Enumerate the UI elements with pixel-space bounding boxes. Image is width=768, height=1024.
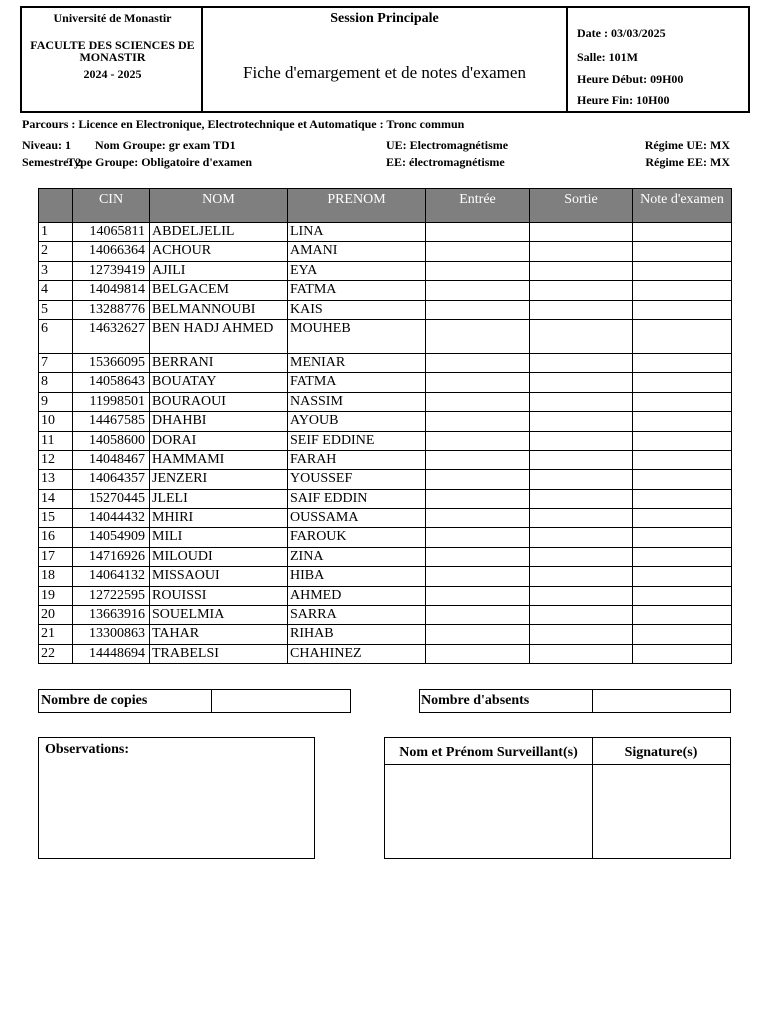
observations-label: Observations: — [45, 742, 129, 757]
regime-ue-info: Régime UE: MX — [644, 138, 730, 152]
nom-cell: MILI — [150, 528, 288, 547]
cin-cell: 11998501 — [73, 392, 150, 411]
prenom-cell: SEIF EDDINE — [288, 431, 426, 450]
sortie-cell[interactable] — [530, 489, 633, 508]
nom-cell: BEN HADJ AHMED — [150, 319, 288, 353]
row-index: 15 — [39, 509, 73, 528]
faculty-line2: MONASTIR — [79, 50, 146, 64]
entree-cell[interactable] — [426, 353, 530, 372]
cin-cell: 12739419 — [73, 261, 150, 280]
exam-room: Salle: 101M — [577, 50, 638, 64]
cin-cell: 13288776 — [73, 300, 150, 319]
cin-cell: 14058643 — [73, 373, 150, 392]
exam-start-time: Heure Début: 09H00 — [577, 72, 684, 86]
cin-cell: 14632627 — [73, 319, 150, 353]
note-cell[interactable] — [633, 392, 732, 411]
row-index: 10 — [39, 412, 73, 431]
row-index: 16 — [39, 528, 73, 547]
cin-cell: 14049814 — [73, 281, 150, 300]
prenom-cell: FAROUK — [288, 528, 426, 547]
sortie-cell[interactable] — [530, 353, 633, 372]
entree-cell[interactable] — [426, 586, 530, 605]
prenom-cell: CHAHINEZ — [288, 644, 426, 663]
attendance-table — [38, 188, 732, 664]
prenom-cell: SARRA — [288, 606, 426, 625]
prenom-cell: MENIAR — [288, 353, 426, 372]
copies-count-box — [38, 689, 351, 713]
note-cell[interactable] — [633, 528, 732, 547]
column-header-sortie: Sortie — [530, 189, 633, 223]
table-row — [39, 242, 732, 261]
sortie-cell[interactable] — [530, 547, 633, 566]
sortie-cell[interactable] — [530, 450, 633, 469]
entree-cell[interactable] — [426, 625, 530, 644]
faculty-line1: FACULTE DES SCIENCES DE — [30, 38, 195, 52]
prenom-cell: AHMED — [288, 586, 426, 605]
note-cell[interactable] — [633, 223, 732, 242]
signature-header: Signature(s) — [624, 745, 698, 760]
entree-cell[interactable] — [426, 392, 530, 411]
row-index: 6 — [39, 319, 73, 353]
surveillant-signature-table — [384, 737, 731, 859]
table-row — [39, 319, 732, 353]
parcours-info: Parcours : Licence en Electronique, Electrotechnique et Automatique : Tronc commun — [22, 117, 465, 131]
sortie-cell[interactable] — [530, 528, 633, 547]
sortie-cell[interactable] — [530, 509, 633, 528]
nom-groupe-info: Nom Groupe: gr exam TD1 — [95, 138, 236, 152]
nom-cell: HAMMAMI — [150, 450, 288, 469]
table-row — [39, 261, 732, 280]
nom-cell: ACHOUR — [150, 242, 288, 261]
column-header-note: Note d'examen — [633, 189, 732, 223]
cin-cell: 12722595 — [73, 586, 150, 605]
column-header-cin: CIN — [73, 189, 150, 223]
cin-cell: 14054909 — [73, 528, 150, 547]
table-row — [39, 489, 732, 508]
cin-cell: 15366095 — [73, 353, 150, 372]
prenom-cell: YOUSSEF — [288, 470, 426, 489]
cin-cell: 14716926 — [73, 547, 150, 566]
table-row — [39, 223, 732, 242]
note-cell[interactable] — [633, 242, 732, 261]
entree-cell[interactable] — [426, 300, 530, 319]
row-index: 1 — [39, 223, 73, 242]
row-index: 18 — [39, 567, 73, 586]
prenom-cell: HIBA — [288, 567, 426, 586]
prenom-cell: NASSIM — [288, 392, 426, 411]
column-header-entree: Entrée — [426, 189, 530, 223]
entree-cell[interactable] — [426, 242, 530, 261]
note-cell[interactable] — [633, 470, 732, 489]
exam-date: Date : 03/03/2025 — [577, 26, 666, 40]
row-index: 4 — [39, 281, 73, 300]
entree-cell[interactable] — [426, 509, 530, 528]
absents-count-box — [419, 689, 731, 713]
prenom-cell: FATMA — [288, 281, 426, 300]
prenom-cell: AMANI — [288, 242, 426, 261]
note-cell[interactable] — [633, 450, 732, 469]
entree-cell[interactable] — [426, 547, 530, 566]
nom-cell: TRABELSI — [150, 644, 288, 663]
entree-cell[interactable] — [426, 431, 530, 450]
table-body — [39, 223, 732, 664]
nom-cell: MHIRI — [150, 509, 288, 528]
title-header — [201, 6, 568, 113]
row-index: 22 — [39, 644, 73, 663]
nom-cell: AJILI — [150, 261, 288, 280]
nom-cell: TAHAR — [150, 625, 288, 644]
note-cell[interactable] — [633, 353, 732, 372]
table-row — [39, 625, 732, 644]
prenom-cell: ZINA — [288, 547, 426, 566]
table-row — [39, 300, 732, 319]
row-index: 17 — [39, 547, 73, 566]
entree-cell[interactable] — [426, 489, 530, 508]
row-index: 5 — [39, 300, 73, 319]
note-cell[interactable] — [633, 509, 732, 528]
prenom-cell: MOUHEB — [288, 319, 426, 353]
table-row — [39, 528, 732, 547]
row-index: 13 — [39, 470, 73, 489]
nom-cell: MILOUDI — [150, 547, 288, 566]
entree-cell[interactable] — [426, 281, 530, 300]
regime-ee-info: Régime EE: MX — [645, 155, 730, 169]
ee-info: EE: électromagnétisme — [386, 155, 505, 169]
cin-cell: 14064357 — [73, 470, 150, 489]
table-row — [39, 450, 732, 469]
table-row — [39, 431, 732, 450]
cin-cell: 13300863 — [73, 625, 150, 644]
session-label: Session Principale — [330, 11, 439, 26]
cin-cell: 14048467 — [73, 450, 150, 469]
nom-cell: BELGACEM — [150, 281, 288, 300]
row-index: 9 — [39, 392, 73, 411]
cin-cell: 14065811 — [73, 223, 150, 242]
row-index: 3 — [39, 261, 73, 280]
type-groupe-info: Type Groupe: Obligatoire d'examen — [67, 155, 252, 169]
sortie-cell[interactable] — [530, 625, 633, 644]
note-cell[interactable] — [633, 261, 732, 280]
cin-cell: 14467585 — [73, 412, 150, 431]
sortie-cell[interactable] — [530, 242, 633, 261]
sortie-cell[interactable] — [530, 567, 633, 586]
nom-cell: BERRANI — [150, 353, 288, 372]
note-cell[interactable] — [633, 319, 732, 353]
sortie-cell[interactable] — [530, 223, 633, 242]
sortie-cell[interactable] — [530, 373, 633, 392]
sortie-cell[interactable] — [530, 412, 633, 431]
table-row — [39, 606, 732, 625]
absents-count-label: Nombre d'absents — [421, 693, 530, 708]
row-index: 8 — [39, 373, 73, 392]
note-cell[interactable] — [633, 431, 732, 450]
note-cell[interactable] — [633, 606, 732, 625]
nom-cell: DORAI — [150, 431, 288, 450]
table-row — [39, 644, 732, 663]
row-index: 14 — [39, 489, 73, 508]
academic-year: 2024 - 2025 — [83, 67, 142, 81]
note-cell[interactable] — [633, 412, 732, 431]
copies-count-label: Nombre de copies — [41, 693, 148, 708]
note-cell[interactable] — [633, 300, 732, 319]
prenom-cell: KAIS — [288, 300, 426, 319]
sortie-cell[interactable] — [530, 586, 633, 605]
cin-cell: 14064132 — [73, 567, 150, 586]
row-index: 2 — [39, 242, 73, 261]
signature-field[interactable] — [593, 765, 730, 858]
sortie-cell[interactable] — [530, 470, 633, 489]
copies-count-field[interactable] — [211, 690, 351, 712]
sortie-cell[interactable] — [530, 606, 633, 625]
entree-cell[interactable] — [426, 450, 530, 469]
table-row — [39, 567, 732, 586]
table-row — [39, 470, 732, 489]
university-name: Université de Monastir — [53, 11, 172, 25]
absents-count-field[interactable] — [592, 690, 731, 712]
entree-cell[interactable] — [426, 470, 530, 489]
row-index: 19 — [39, 586, 73, 605]
nom-cell: ROUISSI — [150, 586, 288, 605]
prenom-cell: EYA — [288, 261, 426, 280]
surveillant-header: Nom et Prénom Surveillant(s) — [399, 745, 578, 760]
table-row — [39, 353, 732, 372]
nom-cell: BELMANNOUBI — [150, 300, 288, 319]
page-title: Fiche d'emargement et de notes d'examen — [243, 63, 526, 82]
observations-box[interactable] — [38, 737, 315, 859]
prenom-cell: RIHAB — [288, 625, 426, 644]
table-row — [39, 392, 732, 411]
nom-cell: SOUELMIA — [150, 606, 288, 625]
semestre-info: Semestre: 2 — [22, 155, 82, 169]
entree-cell[interactable] — [426, 567, 530, 586]
column-header-nom: NOM — [150, 189, 288, 223]
column-header-prenom: PRENOM — [288, 189, 426, 223]
university-header — [20, 6, 203, 113]
table-row — [39, 586, 732, 605]
niveau-info: Niveau: 1 — [22, 138, 71, 152]
exam-details — [566, 6, 750, 113]
sortie-cell[interactable] — [530, 431, 633, 450]
sortie-cell[interactable] — [530, 281, 633, 300]
entree-cell[interactable] — [426, 319, 530, 353]
row-index: 12 — [39, 450, 73, 469]
note-cell[interactable] — [633, 567, 732, 586]
note-cell[interactable] — [633, 547, 732, 566]
note-cell[interactable] — [633, 586, 732, 605]
table-row — [39, 373, 732, 392]
table-header-row — [39, 189, 732, 223]
note-cell[interactable] — [633, 373, 732, 392]
sortie-cell[interactable] — [530, 644, 633, 663]
sortie-cell[interactable] — [530, 261, 633, 280]
ue-info: UE: Electromagnétisme — [386, 138, 509, 152]
cin-cell: 14044432 — [73, 509, 150, 528]
nom-cell: ABDELJELIL — [150, 223, 288, 242]
prenom-cell: FATMA — [288, 373, 426, 392]
nom-cell: BOUATAY — [150, 373, 288, 392]
note-cell[interactable] — [633, 625, 732, 644]
row-index: 7 — [39, 353, 73, 372]
sortie-cell[interactable] — [530, 300, 633, 319]
prenom-cell: OUSSAMA — [288, 509, 426, 528]
nom-cell: JLELI — [150, 489, 288, 508]
sortie-cell[interactable] — [530, 319, 633, 353]
nom-cell: MISSAOUI — [150, 567, 288, 586]
nom-cell: DHAHBI — [150, 412, 288, 431]
note-cell[interactable] — [633, 644, 732, 663]
prenom-cell: AYOUB — [288, 412, 426, 431]
entree-cell[interactable] — [426, 644, 530, 663]
table-row — [39, 412, 732, 431]
nom-cell: BOURAOUI — [150, 392, 288, 411]
prenom-cell: SAIF EDDIN — [288, 489, 426, 508]
cin-cell: 14448694 — [73, 644, 150, 663]
table-row — [39, 547, 732, 566]
entree-cell[interactable] — [426, 373, 530, 392]
entree-cell[interactable] — [426, 412, 530, 431]
entree-cell[interactable] — [426, 606, 530, 625]
row-index: 11 — [39, 431, 73, 450]
table-row — [39, 509, 732, 528]
cin-cell: 15270445 — [73, 489, 150, 508]
note-cell[interactable] — [633, 281, 732, 300]
cin-cell: 14066364 — [73, 242, 150, 261]
entree-cell[interactable] — [426, 528, 530, 547]
prenom-cell: LINA — [288, 223, 426, 242]
cin-cell: 13663916 — [73, 606, 150, 625]
entree-cell[interactable] — [426, 261, 530, 280]
exam-end-time: Heure Fin: 10H00 — [577, 93, 670, 107]
nom-cell: JENZERI — [150, 470, 288, 489]
note-cell[interactable] — [633, 489, 732, 508]
row-index: 21 — [39, 625, 73, 644]
cin-cell: 14058600 — [73, 431, 150, 450]
sortie-cell[interactable] — [530, 392, 633, 411]
row-index: 20 — [39, 606, 73, 625]
surveillant-name-field[interactable] — [385, 765, 592, 858]
entree-cell[interactable] — [426, 223, 530, 242]
column-header-index — [39, 189, 73, 223]
table-row — [39, 281, 732, 300]
prenom-cell: FARAH — [288, 450, 426, 469]
